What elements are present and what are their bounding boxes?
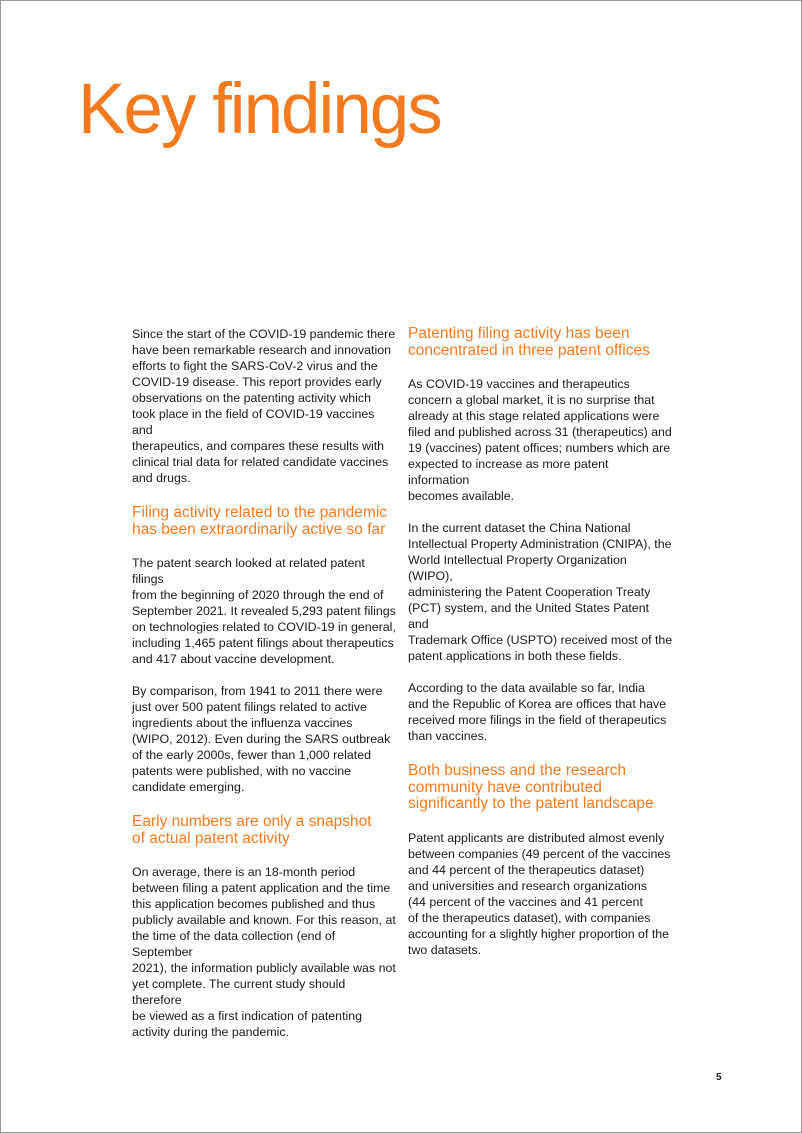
filing-activity-paragraph-2: By comparison, from 1941 to 2011 there were just over 500 patent filings related to active ingredients about the influenza vaccines (WIPO, 2012). Even during the SARS outbreak of the early 2000s, fewer than 1,000 related patents were published, with no vaccine candidate emerging. [132, 684, 391, 794]
section-heading-business-research: Both business and the research community have contributed significantly to the patent landscape [408, 762, 654, 812]
page-number: 5 [716, 1072, 722, 1083]
page-title: Key findings [78, 70, 441, 149]
left-column [132, 326, 397, 1056]
filing-activity-paragraph-1: The patent search looked at related patent filings from the beginning of 2020 through the end of September 2021. It revealed 5,293 patent filings on technologies related to COVID-19 in general, including 1,465 patent filings about therapeutics and 417 about vaccine development. [132, 556, 396, 666]
patent-offices-paragraph-1: As COVID-19 vaccines and therapeutics concern a global market, it is no surprise that already at this stage related applications were filed and published across 31 (therapeutics) and 19 (vaccines) patent offices; numbers which are expected to increase as more patent information becomes available. [408, 377, 672, 503]
section-heading-patent-offices: Patenting filing activity has been concentrated in three patent offices [408, 325, 650, 359]
patent-offices-paragraph-3: According to the data available so far, India and the Republic of Korea are offices that have received more filings in the field of therapeutics than vaccines. [408, 681, 667, 743]
section-heading-early-numbers: Early numbers are only a snapshot of actual patent activity [132, 813, 372, 847]
patent-offices-paragraph-2: In the current dataset the China National Intellectual Property Administration (CNIPA), the World Intellectual Property Organization (WIPO), administering the Patent Cooperation Treaty (PCT) system, and the United States Patent and Trademark Office (USPTO) received most of the patent applications in both these fields. [408, 521, 673, 663]
intro-paragraph: Since the start of the COVID-19 pandemic there have been remarkable research and innovation efforts to fight the SARS-CoV-2 virus and the COVID-19 disease. This report provides early observations on the patenting activity which took place in the field of COVID-19 vaccines and therapeutics, and compares these results with clinical trial data for related candidate vaccines and drugs. [132, 327, 396, 485]
business-research-paragraph: Patent applicants are distributed almost evenly between companies (49 percent of the vaccines and 44 percent of the therapeutics dataset) and universities and research organizations (44 percent of the vaccines and 41 percent of the therapeutics dataset), with companies accounting for a slightly higher proportion of the two datasets. [408, 830, 671, 957]
early-numbers-paragraph: On average, there is an 18-month period between filing a patent application and the time this application becomes published and thus publicly available and known. For this reason, at the time of the data collection (end of September 2021), the information publicly available was not yet complete. The current study should therefore be viewed as a first indication of patenting activity during the pandemic. [132, 865, 396, 1039]
section-heading-filing-activity: Filing activity related to the pandemic has been extraordinarily active so far [132, 504, 388, 538]
right-column [408, 326, 673, 974]
